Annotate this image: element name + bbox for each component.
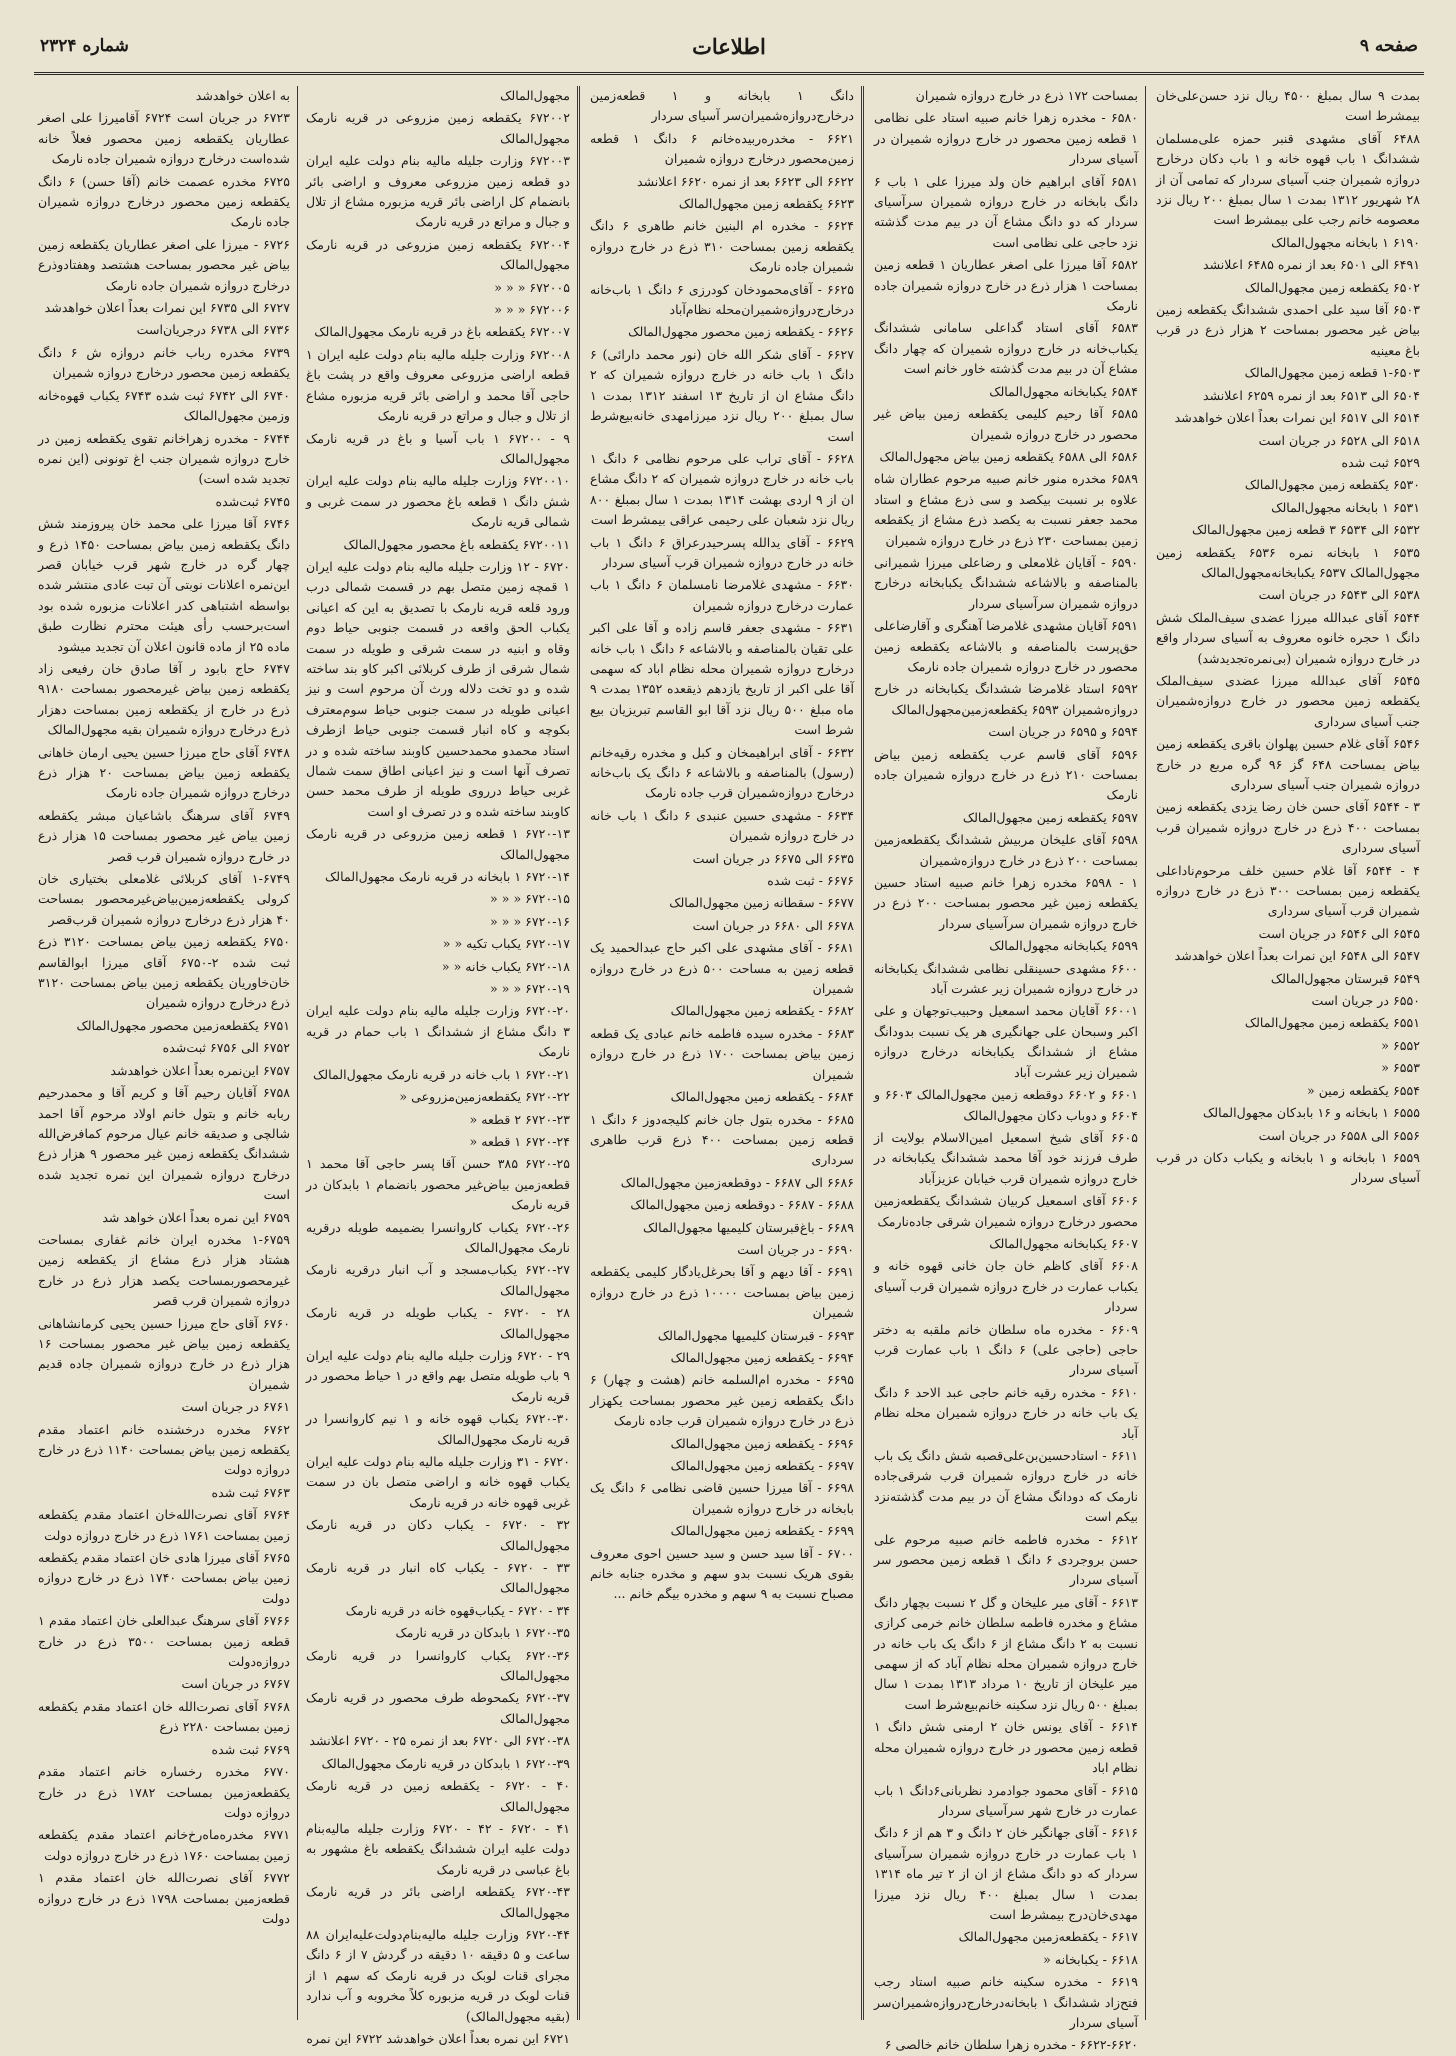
notice-entry: ۶۶۰۸ آقای کاظم خان جان خانی قهوه خانه و یکباب عمارت در خارج دروازه شمیران قرب آسیای سردار — [874, 1258, 1138, 1315]
notice-entry: ۶۷۶۲ مخدره درخشنده خانم اعتماد مقدم یکقطعه زمین بیاض بمساحت ۱۱۴۰ ذرع در خارج دروازه دولت — [38, 1421, 290, 1478]
notice-entry: ۶۷۳۹ مخدره رباب خانم دروازه ش ۶ دانگ یکقطعه زمین محصور درخارج دروازه شمیران — [38, 344, 291, 381]
notice-entry: ۶۷۵۹ این نمره بعداً اعلان خواهد شد — [102, 1209, 290, 1225]
notice-entry: ۶۶۲۹ - آقای یدالله پسرحیدرعراق ۶ دانگ ۱ باب خانه در خارج دروازه شمیران قرب آسیای سردار — [590, 534, 854, 570]
notice-entry: ۶۵۸۲ آقا میرزا علی اصغر عطاریان ۱ قطعه زمین بمساحت ۱ هزار ذرع در خارج دروازه شمیران جاده نارمک — [874, 257, 1139, 314]
notice-entry: ۶۷۴۷ حاج بابود ر آقا صادق خان رفیعی زاد یکقطعه زمین بیاض غیرمحصور بمساحت ۹۱۸۰ ذرع در خارج از یکقطعه زمین بمساحت دهزار ذرع درخارج دروازه شمیران بقیه مجهول‌المالک — [38, 660, 290, 738]
notice-entry: ۶۵۹۷ یکقطعه زمین مجهول‌المالک — [962, 809, 1138, 825]
page-number: صفحه ۹ — [1359, 36, 1418, 56]
notice-entry: ۶۵۵۴ یکقطعه زمین « — [1307, 1082, 1420, 1098]
notice-entry: ۲۹ - ۶۷۲۰ وزارت جلیله مالیه بنام دولت علیه ایران ۹ باب طویله متصل بهم واقع در ۱ حیاط محصور در قریه نارمک — [306, 1347, 570, 1404]
notice-entry: ۶۵۳۱ ۱ بابخانه مجهول‌المالک — [1271, 499, 1420, 515]
column-4 — [306, 86, 571, 2046]
notice-entry: ۶۶۱۹ - مخدره سکینه خانم صبیه استاد رجب فتح‌زاد ششدانگ ۱ بابخانه‌درخارج‌دروازه‌شمیران‌سر آسیای سردار — [874, 1974, 1138, 2030]
notice-entry: ۶۷۶۶ آقای سرهنگ عبدالعلی خان اعتماد مقدم ۱ قطعه زمین بمساحت ۳۵۰۰ ذرع در خارج دروازه‌دولت — [38, 1613, 290, 1670]
newspaper-page — [34, 30, 1424, 2053]
notice-entry: ۶۷۷۲ آقای نصرت‌الله خان اعتماد مقدم ۱ قطعه‌زمین بمساحت ۱۷۹۸ ذرع در خارج دروازه دولت — [38, 1870, 290, 1926]
notice-entry: ۶۶۹۸ - آقا میرزا حسین قاضی نظامی ۶ دانگ یک بابخانه در خارج دروازه شمیران — [590, 1480, 854, 1516]
notice-entry: ۶۵۱۴ الی ۶۵۱۷ این نمرات بعداً اعلان خواهدشد — [1174, 410, 1420, 426]
notice-entry: ۶۵۹۴ و ۶۵۹۵ در جریان است — [988, 724, 1138, 740]
notice-entry: ۶۶۱۲ - مخدره فاطمه خانم صبیه مرحوم علی حسن بروجردی ۶ دانگ ۱ قطعه زمین محصور سر آسیای سردار — [874, 1531, 1138, 1588]
notice-entry: ۶۶۱۶ - آقای جهانگیر خان ۲ دانگ و ۳ هم از ۶ دانگ ۱ باب عمارت در خارج دروازه شمیران سرآسیای سردار که دو دانگ مشاع از ان از ۲ تیر ماه ۱۳۱۴ بمدت ۱ سال بمبلغ ۴۰۰ ریال نزد میرزا مهدی‌خان‌درج بیمشرط است — [874, 1825, 1138, 1922]
notice-entry: ۶۷۲۰-۴۴ وزارت جلیله مالیه‌بنام‌دولت‌علیه‌ایران ۸۸ ساعت و ۵ دقیقه ۱۰ دقیقه در گردش ۷ از ۶ دانگ مجرای قنات لوبک در قریه نارمک که سهم ۱ از قنات لوبک در قریه مزبوره کلاً مخروبه و آب ندارد (بقیه مجهول‌المالک) — [306, 1926, 571, 2024]
notice-entry: ۶۷۲۰۰۶ « « « — [494, 302, 570, 318]
notice-entry: ۶۷۴۴ - مخدره زهراخانم تقوی یکقطعه زمین در خارج دروازه شمیران جنب اغ تونونی (این نمره تجدید شده است) — [38, 430, 290, 487]
column-2 — [874, 86, 1139, 2053]
notice-entry: ۶۷۲۰-۱۳ ۱ قطعه زمین مزروعی در قریه نارمک مجهول‌المالک — [306, 826, 570, 862]
notice-entry: ۶۷۲۰۰۴ یکقطعه زمین مزروعی در قریه نارمک مجهول‌المالک — [306, 236, 570, 273]
notice-entry: ۶۶۸۶ الی ۶۶۸۷ - دوقطعه‌زمین مجهول‌المالک — [620, 1174, 854, 1190]
notice-entry: ۳۴ - ۶۷۲۰ - یکباب‌قهوه خانه در قریه نارمک — [345, 1602, 570, 1618]
column-5 — [38, 86, 290, 2020]
notice-entry: ۶۷۵۷ این‌نمره بعداً اعلان خواهدشد — [110, 1062, 290, 1078]
notice-entry: ۶۶۲۷ - آقای شکر الله خان (نور محمد دارائی) ۶ دانگ ۱ باب خانه در خارج دروازه شمیران که ۲ دانگ مشاع ان از تاریخ ۱۳ اسفند ۱۳۱۲ بمدت ۱ سال بمبلغ ۲۰۰ ریال نزد میرزا‌مهدی خانه‌بیع‌شرط است — [590, 346, 854, 444]
notice-entry: ۶۷۲۰۰۱۰ وزارت جلیله مالیه بنام دولت علیه ایران شش دانگ ۱ قطعه باغ محصور در سمت غربی و شمالی قریه نارمک — [306, 473, 570, 530]
column-1 — [1156, 86, 1420, 2020]
notice-entry: ۶۵۵۰ در جریان است — [1311, 993, 1420, 1009]
notice-entry: ۶۷۲۰-۴۳ یکقطعه اراضی بائر در قریه نارمک مجهول‌المالک — [306, 1884, 570, 1920]
notice-entry: ۶۶۹۴ - یکقطعه زمین مجهول‌المالک — [670, 1349, 854, 1365]
notice-entry: ۶۶۸۵ - مخدره بتول جان خانم کلیجه‌دوز ۶ دانگ ۱ قطعه زمین بمساحت ۴۰۰ ذرع قرب طاهری سرداری — [590, 1111, 854, 1168]
notice-entry: ۶۶۱۳ - آقای میر علیخان و گل ۲ نسبت بچهار دانگ مشاع و مخدره فاطمه سلطان خانم خرمی کرازی نسبت به ۲ دانگ مشاع از ۶ دانگ یک باب خانه در خارج دروازه شمیران محله نظام آباد که از سهمی میر علیخان از تاریخ ۱۰ مرداد ۱۳۱۳ بمدت ۱ سال بمبلغ ۵۰۰ ریال نزد سکینه خانم‌بیع‌شرط است — [874, 1594, 1139, 1712]
notice-entry: ۶۵۸۹ مخدره منور خانم صبیه مرحوم عطاران شاه علاوه بر نسبت بیکصد و سی ذرع مشاع و استاد محمد جعفر نسبت به یکصد ذرع مشاع از یکقطعه زمین بمساحت ۲۳۰ ذرع در خارج دروازه شمیران — [874, 471, 1138, 548]
notice-entry: ۶۷۶۹ ثبت شده — [211, 1741, 290, 1757]
notice-entry: ۶۶۳۰ - مشهدی غلامرضا نامسلمان ۶ دانگ ۱ باب عمارت درخارج دروازه شمیران — [590, 577, 855, 613]
notice-entry: ۶۷۵۲ الی ۶۷۵۶ ثبت‌شده — [162, 1040, 290, 1056]
notice-entry: ۶۵۹۱ آقایان مشهدی غلامرضا آهنگری و آقارضاعلی حق‌پرست بالمناصفه و بالاشاعه یکقطعه زمین محصور در خارج دروازه شمیران جاده نارمک — [874, 618, 1138, 674]
notice-entry: ۶۷۲۶ - میرزا علی اصغر عطاریان یکقطعه زمین بیاض غیر محصور بمساحت هشتصد وهفتادوذرع درخارج دروازه شمیران جاده نارمک — [38, 236, 290, 293]
notice-entry: ۶۷۲۱ این نمره بعداً اعلان خواهدشد ۶۷۲۲ این نمره — [306, 2030, 570, 2046]
notice-entry: ۶۷۲۰ - ۳۱ وزارت جلیله مالیه بنام دولت علیه ایران یکباب قهوه خانه و اراضی متصل بان در سمت غربی قهوه خانه در قریه نارمک — [306, 1454, 570, 1510]
notice-entry: ۶۷۲۰-۱۹ « « « — [490, 981, 570, 997]
notice-entry: ۶۵۳۰ یکقطعه زمین مجهول‌المالک — [1244, 477, 1420, 493]
notice-entry: ۶۷۲۰۰۷ یکقطعه باغ در قریه نارمک مجهول‌المالک — [314, 324, 570, 340]
notice-entry: ۶۷۲۰-۲۵ ۳۸۵ حسن آقا پسر حاجی آقا محمد ۱ قطعه‌زمین بیاض‌غیر محصور بانضمام ۱ بابدکان در قریه نارمک — [306, 1156, 570, 1213]
notice-entry: ۶۶۸۸ - ۶۶۸۷ - دوقطعه زمین مجهول‌المالک — [630, 1197, 854, 1213]
notice-entry: ۶۵۸۵ آقا رحیم کلیمی یکقطعه زمین بیاض غیر محصور در خارج دروازه شمیران — [874, 406, 1138, 442]
notice-entry: ۶۷۲۰-۲۱ ۱ باب خانه در قریه نارمک مجهول‌المالک — [313, 1066, 570, 1082]
notice-entry: ۶۶۸۲ - یکقطعه زمین مجهول‌المالک — [670, 1003, 854, 1019]
notice-entry: ۶۵۸۰ - مخدره زهرا خانم صبیه استاد علی نظامی ۱ قطعه زمین محصور در خارج دروازه شمیران در آسیای سردار — [874, 110, 1138, 167]
notice-entry: ۶۷۴۵ ثبت‌شده — [215, 493, 290, 509]
notice-entry: ۶۷۲۰۰۸ وزارت جلیله مالیه بنام دولت علیه ایران ۱ قطعه اراضی مزروعی معروف واقع در پشت باغ حاجی آقا محمد و اراضی بائر قریه مزبوره مشاع از تلال و جبال و مراتع در قریه نارمک — [306, 346, 570, 424]
notice-entry: ۶۷۷۱ مخدره‌ماه‌رخ‌خانم اعتماد مقدم یکقطعه زمین بمساحت ۱۷۶۰ ذرع در خارج دروازه دولت — [38, 1827, 290, 1863]
notice-entry: ۶۵۰۳ آقا سید علی احمدی ششدانگ یکقطعه زمین بیاض غیر محصور بمساحت ۲ هزار ذرع در قرب باغ معینیه — [1156, 302, 1420, 358]
notice-entry: ۳۲ - ۶۷۲۰ - یکباب دکان در قریه نارمک مجهول‌المالک — [306, 1517, 570, 1553]
notice-entry: ۶۴۸۸ آقای مشهدی قنبر حمزه علی‌مسلمان ششدانگ ۱ باب قهوه خانه و ۱ باب دکان درخارج دروازه شمیران جنب آسیای سردار که تمامی آن از ۲۸ شهریور ۱۳۱۲ بمدت ۱ سال بمبلغ ۲۰۰ ریال نزد معصومه خانم رجب علی بیمشرط است — [1156, 130, 1420, 228]
notice-entry: ۶۷۲۰۰۵ « « « — [494, 279, 570, 295]
notice-entry: ۶۶۲۸ - آقای تراب علی مرحوم نظامی ۶ دانگ ۱ باب خانه در خارج دروازه شمیران که ۲ دانگ مشاع ان از ۹ اردی بهشت ۱۳۱۴ بمدت ۱ سال بمبلغ ۸۰۰ ریال نزد شعبان علی رحیمی عراقی بیمشرط است — [590, 450, 855, 528]
notice-entry: ۶۶۳۵ الی ۶۶۷۵ در جریان است — [692, 850, 854, 866]
notice-entry: ۶۷۲۰۰۳ وزارت جلیله مالیه بنام دولت علیه ایران دو قطعه زمین مزروعی معروف و اراضی بائر بانضمام کل اراضی بائر قریه مزبوره مشاع از تلال و جبال و مراتع در قریه نارمک — [306, 153, 570, 230]
notice-entry: ۶۶۹۱ - آقا دیهم و آقا بحرغل‌یادگار کلیمی یکقطعه زمین بیاض بمساحت ۱۰۰۰۰ ذرع در خارج دروازه شمیران — [590, 1264, 854, 1321]
notice-entry: ۶۷۲۰ - ۱۲ وزارت جلیله مالیه بنام دولت علیه ایران ۱ قمچه زمین متصل بهم در قسمت شمالی درب ورود قلعه قریه نارمک با تصدیق به این که اعیانی یکباب الحق واقعه در قسمت جنوبی حیاط دوم وقاه و ابنیه در سمت شرقی و طویله در سمت شمال شرقی از طرف کربلائی اکبر کاو بند ساخته شده و دو تخت دلاله ورث آن مرحوم است و نیز اعیانی طویله در سمت جنوبی حیاط سوم‌معترف بکوچه و کاه انبار قسمت جنوبی حیاط ازطرف استاد محمدو محمدحسین کاوبند ساخته شده و در تصرف آنها است و نیز اعیانی اطاق سمت شمال غربی حیاط درروی طویله از طرف محمد حسن کاوبند ساخته شده و در تصرف او است — [306, 558, 570, 819]
notice-entry: ۶۶۷۷ - سقطانه زمین مجهول‌المالک — [669, 895, 854, 911]
notice-entry: ۶۷۲۰-۱۴ ۱ بابخانه در قریه نارمک مجهول‌المالک — [325, 869, 570, 885]
notice-entry: ۶۵۰۴ الی ۶۵۱۳ بعد از نمره ۶۲۵۹ اعلانشد — [1202, 387, 1420, 403]
notice-entry: ۶۷۲۰-۳۵ ۱ بابدکان در قریه نارمک — [395, 1625, 570, 1641]
notice-entry: ۹ - ۶۷۲۰۰ ۱ باب آسیا و باغ در قریه نارمک مجهول‌المالک — [306, 430, 570, 466]
notice-entry: بمساحت ۱۷۲ ذرع در خارج دروازه شمیران — [915, 88, 1138, 103]
notice-entry: ۶۷۲۰-۲۷ یکباب‌مسجد و آب انبار درقریه نارمک مجهول‌المالک — [306, 1262, 570, 1298]
notice-entry: ۶۷۷۰ مخدره رخساره خانم اعتماد مقدم یکقطعه‌زمین بمساحت ۱۷۸۲ ذرع در خارج دروازه دولت — [38, 1764, 290, 1820]
notice-entry: ۱-۶۷۴۹ آقای کربلائی غلامعلی بختیاری خان کرولی یکقطعه‌زمین‌بیاض‌غیرمحصور بمساحت ۴۰ هزار ذرع درخارج دروازه شمیران قرب‌قصر — [38, 871, 290, 927]
notice-entry: ۶۶۰۰ مشهدی حسینقلی نظامی ششدانگ یکبابخانه در خارج دروازه شمیران زیر عشرت آباد — [874, 960, 1138, 997]
notice-entry: ۳۳ - ۶۷۲۰ - یکباب کاه انبار در قریه نارمک مجهول‌المالک — [306, 1560, 570, 1596]
notice-entry: ۶۷۲۷ الی ۶۷۳۵ این نمرات بعداً اعلان خواهدشد — [44, 300, 290, 316]
newspaper-title: اطلاعات — [692, 34, 766, 59]
notice-entry: ۶۵۵۳ « — [1381, 1060, 1420, 1076]
notice-entry: ۶۷۲۰-۲۲ یکقطعه‌زمین‌مزروعی « — [399, 1089, 570, 1105]
notice-entry: ۶۶۱۵ - آقای محمود جوادمرد نظربانی‌۶دانگ ۱ باب عمارت در خارج شهر سرآسیای سردار — [874, 1782, 1139, 1818]
notice-entry: ۶۶۸۹ - باغ‌قبرستان کلیمیها مجهول‌المالک — [643, 1219, 854, 1235]
notice-entry: ۲۸ - ۶۷۲۰ - یکباب طویله در قریه نارمک مجهول‌المالک — [306, 1305, 571, 1341]
notice-entry: ۶۷۲۰-۱۶ « « « — [490, 913, 570, 929]
notice-entry: ۶۶۹۶ - یکقطعه زمین مجهول‌المالک — [670, 1435, 854, 1451]
notice-entry: دانگ ۱ بابخانه و ۱ قطعه‌زمین درخارج‌دروازه‌شمیران‌سر آسیای سردار — [590, 88, 854, 124]
notice-entry: ۶۷۲۳ در جریان است ۶۷۲۴ آقامیرزا علی اصغر عطاریان یکقطعه زمین محصور فعلاً خانه شده‌است درخارج دروازه شمیران جاده نارمک — [38, 110, 290, 167]
notice-entry: ۶۵۳۸ الی ۶۵۴۳ در جریان است — [1258, 587, 1420, 603]
notice-entry: ۶۶۲۲ الی ۶۶۲۳ بعد از نمره ۶۶۲۰ اعلانشد — [636, 173, 854, 189]
notice-entry: ۶۵۸۳ آقای استاد گداعلی سامانی ششدانگ یکباب‌خانه در خارج دروازه شمیران که چهار دانگ مشاع آن در بیم مدت گذشته خاور خانم است — [874, 320, 1138, 377]
notice-entry: ۶۶۸۱ - آقای مشهدی علی اکبر حاج عبدالحمید یک قطعه زمین به مساحت ۵۰۰ ذرع در خارج دروازه شمیران — [590, 940, 854, 997]
notice-entry: ۶۷۲۰-۳۷ یکمحوطه طرف محصور در قریه نارمک مجهول‌المالک — [306, 1690, 570, 1726]
issue-number: شماره ۲۳۲۴ — [40, 36, 129, 56]
notice-entry: ۶۵۴۵ الی ۶۵۴۶ در جریان است — [1258, 925, 1420, 941]
notice-entry: ۶۶۱۰ - مخدره رقیه خانم حاجی عبد الاحد ۶ دانگ یک باب خانه در خارج دروازه شمیران محله نظام آباد — [874, 1384, 1139, 1441]
notice-entry: ۶۶۱۷ - یکقطعه‌زمین مجهول‌المالک — [958, 1929, 1138, 1945]
notice-entry: ۶۷۶۷ در جریان است — [181, 1676, 290, 1692]
notice-entry: ۶۵۴۵ آقای عبدالله میرزا عضدی سیف‌الملک یکقطعه زمین محصور در خارج دروازه‌شمیران جنب آسیای سرداری — [1156, 672, 1420, 729]
notice-entry: ۶۵۳۲ الی ۶۵۳۴ ۳ قطعه زمین مجهول‌المالک — [1191, 522, 1420, 538]
notice-entry: ۶۵۹۰ - آقایان غلامعلی و رضاعلی میرزا شمیرانی بالمناصفه و بالاشاعه ششدانگ یکبابخانه درخارج دروازه شمیران سرآسیای سردار — [874, 554, 1138, 611]
notice-entry: ۶۶۷۶ - ثبت شده — [767, 873, 854, 889]
notice-entry: ۴۰ - ۶۷۲۰ - یکقطعه زمین در قریه نارمک مجهول‌المالک — [306, 1778, 570, 1814]
notice-entry: ۶۵۹۲ استاد غلامرضا ششدانگ یکبابخانه در خارج دروازه‌شمیران ۶۵۹۳ یکقطعه‌زمین‌مجهول‌المالک — [874, 681, 1138, 717]
notice-entry: ۱-۶۵۰۳ قطعه زمین مجهول‌المالک — [1244, 365, 1420, 381]
notice-entry: به اعلان خواهدشد — [195, 88, 290, 103]
notice-entry: ۶۵۹۶ آقای قاسم عرب یکقطعه زمین بیاض بمساحت ۲۱۰ ذرع در خارج دروازه شمیران جاده نارمک — [874, 746, 1139, 803]
notice-entry: ۶۵۰۲ یکقطعه زمین مجهول‌المالک — [1244, 279, 1420, 295]
notice-entry: ۶۵۳۵ ۱ بابخانه نمره ۶۵۳۶ یکقطعه زمین مجهول‌المالک ۶۵۳۷ یکبابخانه‌مجهول‌المالک — [1156, 544, 1420, 580]
notice-entry: ۶۶۹۹ - یکقطعه زمین مجهول‌المالک — [670, 1523, 854, 1539]
notice-entry: ۶۷۲۰۰۲ یکقطعه زمین مزروعی در قریه نارمک مجهول‌المالک — [306, 110, 570, 146]
notice-entry: مجهول‌المالک — [500, 88, 570, 103]
notice-entry: ۶۶۹۳ - قبرستان کلیمیها مجهول‌المالک — [657, 1327, 854, 1343]
notice-entry: ۶۶۷۸ الی ۶۶۸۰ در جریان است — [692, 917, 854, 933]
notice-entry: ۶۶۰۰۱ آقایان محمد اسمعیل وحبیب‌توجهان و علی اکبر وسبحان علی جهانگیری هر یک نسبت بدودانگ مشاع از ششدانگ یکبابخانه درخارج دروازه شمیران زیر عشرت آباد — [874, 1003, 1138, 1080]
notice-entry: ۶۷۴۶ آقا میرزا علی محمد خان پیروزمند شش دانگ یکقطعه زمین بیاض بمساحت ۱۴۵۰ ذرع و چهار گره در خارج شهر قرب خیابان قصر این‌نمره اعلانات نوبتی آن تبت عادی منتشر شده بواسطه اشتباهی کدر اعلانات مزبوره شده بود است‌برحسب رأی هیئت محترم نظارت طبق ماده ۲۵ از ماده قانون اعلان آن تجدید میشود — [38, 516, 291, 654]
notice-entry: ۶۵۸۴ یکبابخانه مجهول‌المالک — [989, 383, 1138, 399]
notice-entry: ۶۵۹۹ یکبابخانه مجهول‌المالک — [989, 938, 1138, 954]
notice-entry: ۶۷۲۰-۲۴ ۱ قطعه « — [469, 1133, 570, 1149]
column-rule — [861, 86, 864, 2020]
notice-entry: ۶۶۱۸ - یکبابخانه « — [1043, 1951, 1138, 1967]
notice-entry: ۶۷۴۰ الی ۶۷۴۲ ثبت شده ۶۷۴۳ یکباب قهوه‌خانه وزمین مجهول‌المالک — [38, 387, 290, 424]
notice-entry: ۶۷۲۰-۲۶ یکباب کاروانسرا بضمیمه طویله درقریه نارمک مجهول‌المالک — [306, 1219, 570, 1255]
notice-entry: ۶۱۹۰ ۱ بابخانه مجهول‌المالک — [1271, 234, 1420, 250]
notice-entry: ۶۷۴۸ آقای حاج میرزا حسین یحیی ارمان خاهانی یکقطعه زمین بیاض بمساحت ۲۰ هزار ذرع درخارج دروازه شمیران جاده نارمک — [38, 744, 290, 801]
notice-entry: ۶۶۳۴ - مشهدی حسین عنبدی ۶ دانگ ۱ باب خانه در خارج دروازه شمیران — [590, 807, 855, 844]
notice-entry: ۶۷۲۰-۱۸ یکباب خانه « « — [441, 958, 570, 974]
notice-entry: ۶۵۵۱ یکقطعه زمین مجهول‌المالک — [1244, 1015, 1420, 1031]
notice-entry: ۶۵۸۱ آقای ابراهیم خان ولد میرزا علی ۱ باب ۶ دانگ بابخانه در خارج دروازه شمیران سرآسیای سردار که دو دانگ مشاع آن در بیم مدت گذشته نزد حاجی علی نظامی است — [874, 173, 1138, 250]
notice-entry: ۶۵۵۹ ۱ بابخانه و ۱ بابخانه و یکباب دکان در قرب آسیای سردار — [1156, 1149, 1420, 1186]
notice-entry: ۶۵۴۴ آقای عبدالله میرزا عضدی سیف‌الملک شش دانگ ۱ حجره خانوه معروف به آسیای سردار واقع در خارج دروازه شمیران (بی‌نمره‌تجدید‌شد) — [1156, 609, 1421, 666]
notice-entry: ۶۷۶۰ آقای حاج میرزا حسین یحیی کرمانشاهانی یکقطعه زمین بیاض غیر محصور بمساحت ۱۶ هزار ذرع در خارج دروازه شمیران جاده قدیم شمیران — [38, 1315, 290, 1392]
notice-entry: ۶۵۵۲ « — [1381, 1037, 1420, 1053]
notice-entry: ۶۵۲۹ ثبت شده — [1341, 454, 1420, 470]
notice-entry: ۶۷۲۰-۳۹ ۱ بابدکان در قریه نارمک مجهول‌المالک — [321, 1755, 570, 1771]
notice-entry: ۶۷۴۹ آقای سرهنگ باشاعیان مبشر یکقطعه زمین بیاض غیر محصور بمساحت ۱۵ هزار ذرع در خارج دروازه شمیران قرب قصر — [38, 807, 290, 864]
column-rule — [297, 86, 298, 2020]
notice-entry: ۶۵۵۵ ۱ بابخانه و ۱۶ بابدکان مجهول‌المالک — [1203, 1105, 1420, 1121]
notice-entry: ۶۶۲۲-۶۶۲۰ - مخدره زهرا سلطان خانم خالصی ۶ — [884, 2037, 1138, 2053]
notice-entry: ۶۶۹۷ - یکقطعه زمین مجهول‌المالک — [670, 1458, 854, 1473]
column-3 — [590, 86, 854, 2020]
notice-entry: ۴ - ۶۵۴۴ آقا غلام حسین خلف مرحوم‌ناداعلی یکقطعه زمین بمساحت ۳۰۰ ذرع در خارج دروازه شمیران قرب آسیای سرداری — [1156, 862, 1420, 919]
notice-entry: ۶۶۰۶ آقای اسمعیل کربیان ششدانگ یکقطعه‌زمین محصور درخارج دروازه شمیران شرقی جاده‌نارمک — [874, 1193, 1138, 1229]
column-rule — [1145, 86, 1146, 2020]
notice-entry: ۶۷۶۳ ثبت شده — [211, 1484, 290, 1500]
notice-entry: ۶۷۶۴ آقای نصرت‌الله‌خان اعتماد مقدم یکقطعه زمین بمساحت ۱۷۶۱ ذرع در خارج دروازه دولت — [38, 1507, 290, 1543]
notice-entry: ۶۶۲۱ - مخدره‌ربیده‌خانم ۶ دانگ ۱ قطعه زمین‌محصور درخارج دروازه شمیران — [590, 130, 854, 167]
notice-entry: ۶۷۰۰ - آقا سید حسن و سید حسین احوی معروف بقوی هریک نسبت بدو سهم و مخدره جنابه خانم مصباح نسبت به ۹ سهم و مخدره بیگم خانم ... — [590, 1545, 854, 1602]
notice-entry: ۶۶۰۷ یکبابخانه مجهول‌المالک — [989, 1235, 1138, 1251]
notice-entry: ۶۷۲۵ مخدره عصمت خانم (آقا حسن) ۶ دانگ یکقطعه زمین محصور درخارج دروازه شمیران جاده نارمک — [38, 173, 290, 230]
notice-entry: ۱ - ۶۵۹۸ مخدره زهرا خانم صبیه استاد حسین یکقطعه زمین غیر محصور بمساحت ۲۰۰ ذرع در خارج دروازه شمیران سرآسیای سردار — [874, 875, 1138, 931]
notice-entry: ۶۶۰۹ - مخدره ماه سلطان خانم ملقبه به دختر حاجی (حاجی علی) ۶ دانگ ۱ باب عمارت قرب آسیای سردار — [874, 1321, 1139, 1378]
column-rule — [577, 86, 580, 2020]
notice-entry: ۶۷۲۰-۱۵ « « « — [490, 891, 570, 907]
notice-entry: ۶۶۳۲ - آقای ابراهیمخان و کبل و مخدره رقیه‌خانم (رسول) بالمناصفه و بالاشاعه ۶ دانگ یک باب‌خانه درخارج دروازه‌شمیران قرب جاده نارمک — [590, 744, 854, 801]
notice-entry: ۱-۶۷۵۹ مخدره ایران خانم غفاری بمساحت هشتاد هزار ذرع مشاع از یکقطعه زمین غیرمحصوربمساحت یکصد هزار ذرع در خارج دروازه شمیران قرب قصر — [38, 1231, 290, 1309]
notice-entry: ۶۷۵۰ یکقطعه زمین بیاض بمساحت ۳۱۲۰ ذرع ثبت شده ۲-۶۷۵۰ آقای میرزا ابوالقاسم خان‌خاوریان یکقطعه زمین بیاض بمساحت ۳۱۲۰ ذرع درخارج دروازه شمیران — [38, 934, 290, 1011]
notice-entry: ۶۷۲۰-۱۷ یکباب تکیه « « — [442, 936, 570, 952]
notice-entry: ۶۵۱۸ الی ۶۵۲۸ در جریان است — [1258, 432, 1420, 448]
notice-entry: ۶۴۹۱ الی ۶۵۰۱ بعد از نمره ۶۴۸۵ اعلانشد — [1202, 257, 1420, 273]
notice-entry: ۶۵۹۸ آقای علیخان مربیش ششدانگ یکقطعه‌زمین بمساحت ۲۰۰ ذرع در خارج دروازه‌شمیران — [874, 832, 1138, 868]
notice-entry: ۶۶۹۰ - در جریان است — [737, 1241, 854, 1257]
notice-entry: ۶۶۸۳ - مخدره سیده فاطمه خانم عبادی یک قطعه زمین بیاض بمساحت ۱۷۰۰ ذرع در خارج دروازه شمیران — [590, 1025, 854, 1082]
notice-entry: ۶۷۳۶ الی ۶۷۳۸ درجریان‌است — [136, 322, 290, 338]
notice-entry: ۶۶۳۱ - مشهدی جعفر قاسم زاده و آقا علی اکبر علی تقیان بالمناصفه و بالاشاعه ۶ دانگ ۱ باب خانه درخارج دروازه شمیران محله نظام اباد که سهمی آقا علی اکبر از تاریخ یازدهم ذیقعده ۱۳۵۲ بمدت ۹ ماه مبلغ ۵۰۰ ریال نزد آقا ابو القاسم تبریزیان بیع شرط است — [590, 620, 855, 738]
notice-entry: ۶۶۰۵ آقای شیخ اسمعیل امین‌الاسلام بولایت از طرف فرزند خود آقا محمد ششدانگ یکبابخانه در خارج دروازه شمیران قرب خیابان عزیزآباد — [874, 1129, 1138, 1186]
notice-entry: بمدت ۹ سال بمبلغ ۴۵۰۰ ریال نزد حسن‌علی‌خان بیمشرط است — [1156, 88, 1420, 124]
notice-entry: ۶۶۲۴ - مخدره ام البنین خانم طاهری ۶ دانگ یکقطعه زمین بمساحت ۳۱۰ ذرع در خارج دروازه شمیران جاده نارمک — [590, 218, 854, 275]
notice-entry: ۶۵۵۶ الی ۶۵۵۸ در جریان است — [1258, 1127, 1420, 1143]
notice-entry: ۶۶۰۱ و ۶۶۰۲ دوقطعه زمین مجهول‌المالک ۶۶۰۳ و ۶۶۰۴ و دوباب دکان مجهول‌المالک — [874, 1087, 1138, 1123]
notice-entry: ۶۶۱۴ - آقای یونس خان ۲ ارمنی شش دانگ ۱ قطعه زمین محصور در خارج دروازه شمیران محله نظام اباد — [874, 1719, 1138, 1776]
notice-entry: ۶۷۲۰-۳۸ الی ۶۷۲۰ بعد از نمره ۲۵ - ۶۷۲۰ اعلانشد — [309, 1733, 570, 1749]
notice-entry: ۶۵۸۶ الی ۶۵۸۸ یکقطعه زمین بیاض مجهول‌المالک — [879, 448, 1138, 464]
notice-entry: ۶۶۹۵ - مخدره ام‌السلمه خانم (هشت و چهار) ۶ دانگ یکقطعه زمین غیر محصور بمساحت یکهزار ذرع در خارج دروازه شمیران قرب جاده نارمک — [590, 1372, 854, 1429]
notice-entry: ۶۷۲۰-۲۳ ۲ قطعه « — [469, 1111, 570, 1127]
notice-entry: ۶۶۲۳ یکقطعه زمین مجهول‌المالک — [678, 196, 854, 212]
notice-entry: ۶۷۶۸ آقای نصرت‌الله خان اعتماد مقدم یکقطعه زمین بمساحت ۲۲۸۰ ذرع — [38, 1698, 290, 1735]
notice-entry: ۶۷۵۸ آقایان رحیم آقا و کریم آقا و محمدرحیم ربابه خانم و بتول خانم اولاد مرحوم آقا احمد شالچی و صدیقه خانم عیال مرحوم کمافرض‌الله ششدانگ یکقطعه زمین غیر محصور ۹ هزار ذرع درخارج دروازه شمیران این نمره تجدید شده است — [38, 1085, 290, 1203]
notice-entry: ۶۶۲۵ - آقای‌محمودخان کودرزی ۶ دانگ ۱ باب‌خانه درخارج‌دروازه‌شمیران‌محله نظام‌آباد — [590, 281, 854, 318]
notice-entry: ۴۱ - ۶۷۲۰ - ۴۲ - ۶۷۲۰ وزارت جلیله مالیه‌بنام دولت علیه ایران ششدانگ یکقطعه باغ مشهور به باغ عباسی در قریه نارمک — [306, 1820, 570, 1877]
notice-entry: ۶۷۶۵ آقای میرزا هادی خان اعتماد مقدم یکقطعه زمین بیاض بمساحت ۱۷۴۰ ذرع در خارج دروازه دولت — [38, 1550, 290, 1606]
notice-entry: ۶۵۴۷ الی ۶۵۴۸ این نمرات بعداً اعلان خواهدشد — [1174, 948, 1420, 964]
notice-entry: ۶۷۲۰-۲۰ وزارت جلیله مالیه بنام دولت علیه ایران ۳ دانگ مشاع از ششدانگ ۱ باب حمام در قریه نارمک — [306, 1003, 570, 1060]
notice-entry: ۳ - ۶۵۴۴ آقای حسن خان رضا یزدی یکقطعه زمین بمساحت ۴۰۰ ذرع در خارج دروازه شمیران قرب آسیای سرداری — [1156, 799, 1421, 856]
columns — [34, 86, 1424, 2053]
notice-entry: ۶۵۴۶ آقای غلام حسین پهلوان باقری یکقطعه زمین بیاض بمساحت ۶۴۸ گز ۹۶ گره مربع در خارج دروازه شمیران جنب آسیای سرداری — [1156, 736, 1421, 792]
notice-entry: ۶۷۵۱ یکقطعه‌زمین محصور مجهول‌المالک — [76, 1017, 290, 1033]
notice-entry: ۶۷۶۱ در جریان است — [181, 1399, 290, 1415]
notice-entry: ۶۶۱۱ - استادحسین‌بن‌علی‌قصبه شش دانگ یک باب خانه در خارج دروازه شمیران قرب شرقی‌جاده نارمک که دودانگ مشاع آن در بیم مدت گذشته‌نزد بیکم است — [874, 1448, 1138, 1525]
notice-entry: ۶۵۴۹ قبرستان مجهول‌المالک — [1270, 970, 1420, 986]
notice-entry: ۶۶۸۴ - یکقطعه زمین مجهول‌المالک — [670, 1089, 854, 1105]
notice-entry: ۶۷۲۰-۳۰ یکباب قهوه خانه و ۱ نیم کاروانسرا در قریه نارمک مجهول‌المالک — [306, 1411, 571, 1447]
masthead — [34, 30, 1424, 75]
notice-entry: ۶۷۲۰۰۱۱ یکقطعه باغ محصور مجهول‌المالک — [343, 536, 570, 552]
notice-entry: ۶۷۲۰-۳۶ یکباب کاروانسرا در قریه نارمک مجهول‌المالک — [306, 1647, 570, 1684]
notice-entry: ۶۶۲۶ - یکقطعه زمین محصور مجهول‌المالک — [628, 324, 854, 340]
